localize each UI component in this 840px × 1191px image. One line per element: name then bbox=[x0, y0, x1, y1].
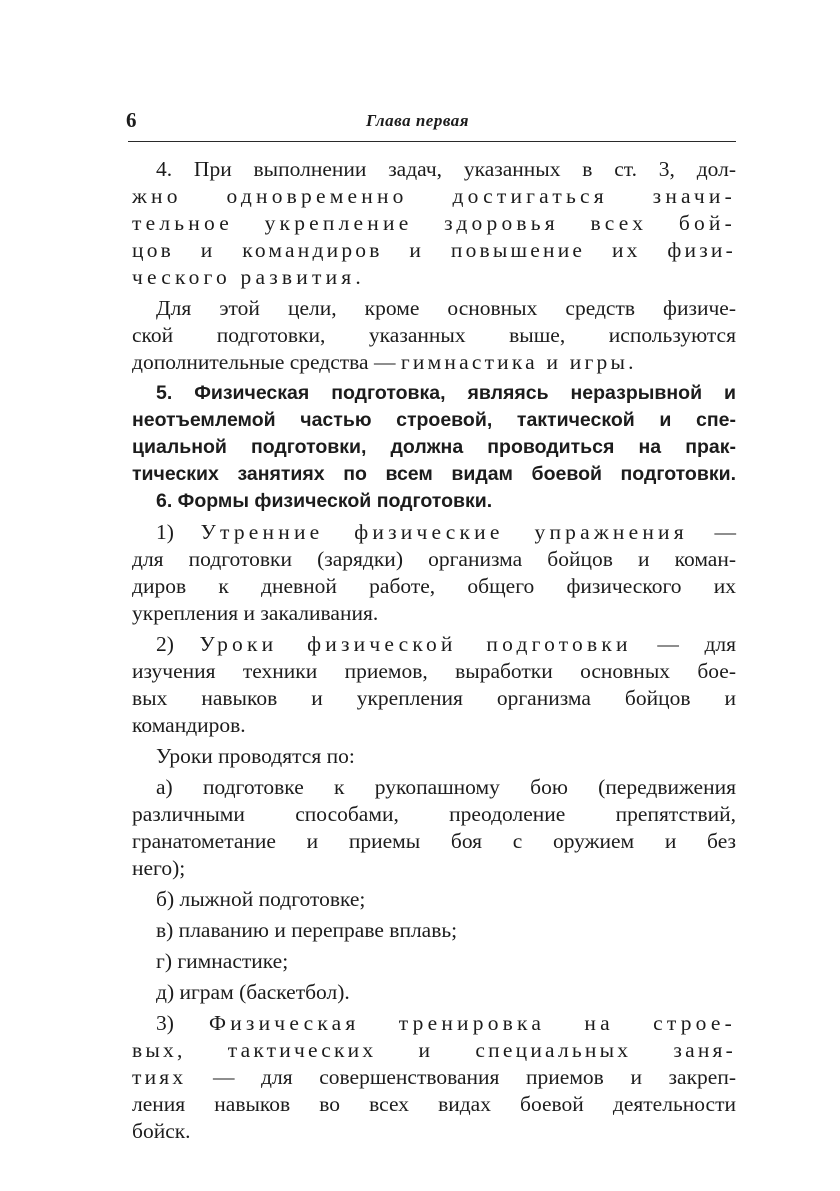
text-line: циальной подготовки, должна проводиться на прак- bbox=[132, 436, 736, 458]
body-text bbox=[132, 156, 736, 1145]
text-line: диров к дневной работе, общего физического их bbox=[132, 574, 736, 598]
text-run: — для совершенствования приемов и закреп- bbox=[186, 1065, 736, 1089]
text-line: гранатометание и приемы боя с оружием и без bbox=[132, 829, 736, 853]
text-run: — bbox=[687, 520, 736, 544]
running-title: Глава первая bbox=[366, 111, 470, 130]
text-line: бойск. bbox=[132, 1119, 191, 1143]
text-run: дополнительные средства — bbox=[132, 350, 401, 374]
paragraph-5 bbox=[132, 380, 736, 488]
text-line: ческого развития. bbox=[132, 265, 365, 289]
text-line: укрепления и закаливания. bbox=[132, 601, 379, 625]
page-number: 6 bbox=[126, 108, 137, 132]
text-line: него); bbox=[132, 856, 186, 880]
text-line: 4. При выполнении задач, указанных в ст. 3, дол- bbox=[156, 157, 736, 181]
emphasized-text: Физическая тренировка на строе- bbox=[209, 1011, 736, 1035]
text-line: изучения техники приемов, выработки основных бое- bbox=[132, 659, 736, 683]
text-line: д) играм (баскетбол). bbox=[156, 980, 350, 1004]
text-line: Для этой цели, кроме основных средств физиче- bbox=[156, 296, 736, 320]
text-line: 5. Физическая подготовка, являясь неразрывной и bbox=[156, 382, 736, 404]
item-number: 3) bbox=[156, 1011, 210, 1035]
item-2 bbox=[132, 631, 736, 1006]
text-line bbox=[132, 519, 736, 546]
text-line: в) плаванию и переправе вплавь; bbox=[156, 918, 458, 942]
text-line: вых навыков и укрепления организма бойцов и bbox=[132, 686, 736, 710]
text-line bbox=[132, 1064, 736, 1091]
text-run: — для bbox=[631, 632, 737, 656]
text-line: вых, тактических и специальных заня- bbox=[132, 1038, 736, 1062]
section-heading: 6. Формы физической подготовки. bbox=[156, 490, 493, 512]
emphasized-text: гимнастика и игры. bbox=[400, 350, 637, 374]
paragraph-4 bbox=[132, 156, 736, 376]
text-line: ления навыков во всех видах боевой деятельности bbox=[132, 1092, 736, 1116]
text-line: ской подготовки, указанных выше, используются bbox=[132, 323, 736, 347]
emphasized-text: Утренние физические упражнения bbox=[200, 520, 688, 544]
text-line bbox=[132, 1010, 736, 1037]
item-3 bbox=[132, 1010, 736, 1145]
text-line: цов и командиров и повышение их физи- bbox=[132, 238, 736, 262]
text-line: различными способами, преодоление препятствий, bbox=[132, 802, 736, 826]
text-line: тельное укрепление здоровья всех бой- bbox=[132, 211, 736, 235]
header-rule bbox=[128, 141, 736, 142]
text-line: для подготовки (зарядки) организма бойцов и коман- bbox=[132, 547, 736, 571]
paragraph-6 bbox=[132, 488, 736, 1145]
emphasized-text: Уроки физической подготовки bbox=[199, 632, 632, 656]
text-line: Уроки проводятся по: bbox=[156, 744, 355, 768]
text-line bbox=[132, 631, 736, 658]
text-line: неотъемлемой частью строевой, тактической и спе- bbox=[132, 409, 736, 431]
item-number: 2) bbox=[156, 632, 200, 656]
text-line: а) подготовке к рукопашному бою (передвижения bbox=[156, 775, 736, 799]
item-number: 1) bbox=[156, 520, 201, 544]
page-header bbox=[126, 108, 736, 136]
item-1 bbox=[132, 519, 736, 627]
text-line: г) гимнастике; bbox=[156, 949, 289, 973]
text-line: тических занятиях по всем видам боевой подготовки. bbox=[132, 463, 736, 485]
text-line: б) лыжной подготовке; bbox=[156, 887, 366, 911]
text-line: жно одновременно достигаться значи- bbox=[132, 184, 736, 208]
emphasized-text: тиях bbox=[132, 1065, 187, 1089]
text-line bbox=[132, 349, 736, 376]
text-line: командиров. bbox=[132, 713, 246, 737]
